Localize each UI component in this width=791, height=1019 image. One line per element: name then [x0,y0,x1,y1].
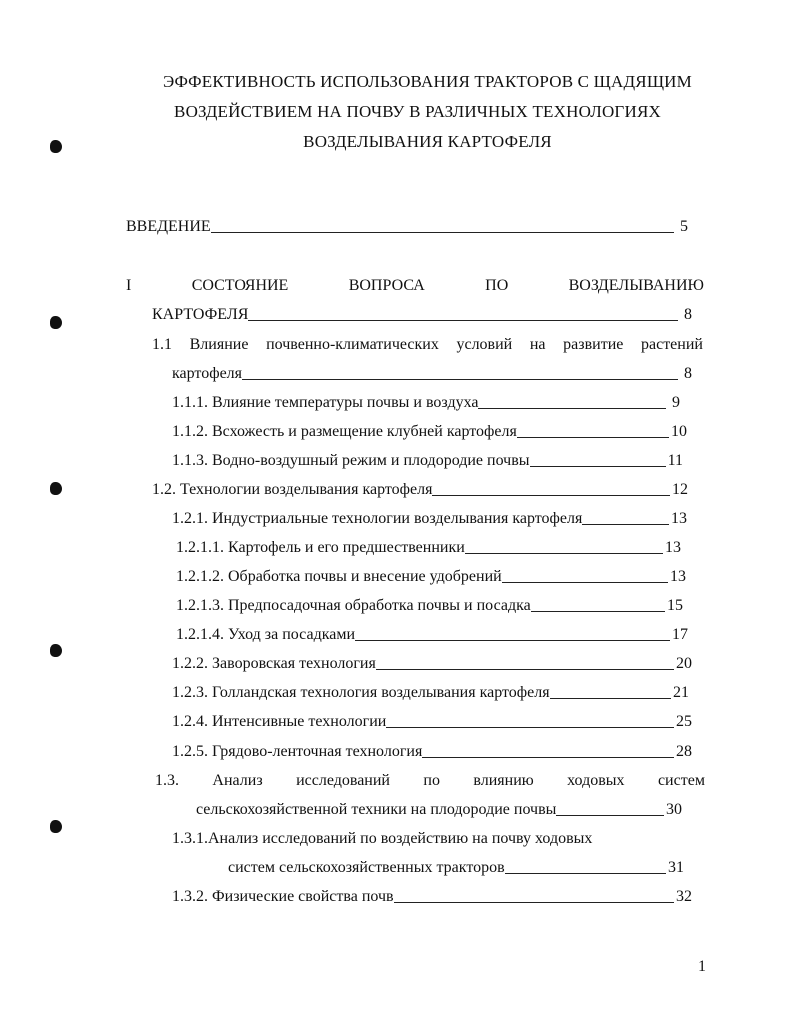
toc-entry-1-3-1[interactable] [172,830,592,848]
page-number: 1 [698,958,706,975]
leader-line [531,611,665,612]
toc-label: 1.2.1.2. Обработка почвы и внесение удобрений [176,568,502,585]
toc-word: на [529,336,546,353]
toc-entry-1-1-3[interactable] [172,452,683,470]
toc-word: развитие [563,336,624,353]
toc-word: 1.3. [155,772,179,789]
leader-line [422,757,674,758]
toc-label: 1.1.1. Влияние температуры почвы и воздуха [172,394,479,411]
toc-page: 28 [676,743,692,760]
toc-page: 13 [671,510,687,527]
toc-word: Влияние [189,336,249,353]
toc-entry-1-1-2[interactable] [172,423,687,441]
toc-label: 1.2.1.3. Предпосадочная обработка почвы и посадка [176,597,531,614]
toc-entry-1-2-5[interactable] [172,743,692,761]
toc-page: 8 [684,365,692,382]
toc-entry-1-2-1[interactable] [172,510,687,528]
toc-word: исследований [296,772,390,789]
title-line-2: ВОЗДЕЙСТВИЕМ НА ПОЧВУ В РАЗЛИЧНЫХ ТЕХНОЛОГИЯХ [174,102,661,121]
toc-page: 11 [667,452,683,469]
toc-entry-1-2-1-2[interactable] [176,568,686,586]
leader-line [505,873,666,874]
scan-blot [50,820,62,833]
toc-entry-1-3-1-cont[interactable] [228,859,684,877]
toc-page: 13 [670,568,686,585]
leader-line [517,437,669,438]
toc-word: почвенно-климатических [266,336,439,353]
leader-line [478,408,666,409]
toc-page: 21 [673,684,689,701]
toc-page: 20 [676,655,692,672]
leader-line [550,698,671,699]
toc-label: картофеля [172,365,243,382]
toc-page: 9 [672,394,680,411]
toc-label: 1.2. Технологии возделывания картофеля [152,481,433,498]
toc-label: 1.3.1.Анализ исследований по воздействию на почву ходовых [172,830,593,847]
scan-blot [50,316,62,329]
toc-label: 1.2.5. Грядово-ленточная технология [172,743,423,760]
toc-word: ВОПРОСА [348,277,425,294]
toc-entry-1-2-3[interactable] [172,684,689,702]
toc-entry-1-1-cont[interactable] [172,365,692,383]
toc-page: 32 [676,888,692,905]
toc-entry-1-2-2[interactable] [172,655,692,673]
leader-line [502,582,668,583]
toc-entry-chapter-1-cont[interactable] [152,306,692,324]
toc-word: по [423,772,440,789]
toc-entry-1-2-1-4[interactable] [176,626,688,644]
toc-word: СОСТОЯНИЕ [191,277,289,294]
toc-entry-1-2[interactable] [152,481,688,499]
toc-entry-1-2-1-1[interactable] [176,539,681,557]
toc-page: 30 [666,801,682,818]
leader-line [211,232,674,233]
toc-page: 13 [665,539,681,556]
toc-entry-chapter-1[interactable] [126,277,704,295]
toc-word: растений [640,336,703,353]
toc-label: 1.2.1. Индустриальные технологии возделывания картофеля [172,510,583,527]
toc-entry-1-3[interactable] [155,772,705,790]
toc-label: КАРТОФЕЛЯ [152,306,249,323]
toc-label: 1.2.4. Интенсивные технологии [172,713,387,730]
toc-word: ПО [485,277,509,294]
toc-entry-1-3-cont[interactable] [196,801,682,819]
toc-word: ВОЗДЕЛЫВАНИЮ [568,277,704,294]
toc-label: сельскохозяйственной техники на плодородие почвы [196,801,557,818]
toc-page: 12 [672,481,688,498]
toc-entry-1-1-1[interactable] [172,394,680,412]
toc-label: 1.1.2. Всхожесть и размещение клубней картофеля [172,423,517,440]
toc-page: 25 [676,713,692,730]
toc-word: систем [657,772,705,789]
toc-entry-1-2-1-3[interactable] [176,597,683,615]
toc-entry-1-3-2[interactable] [172,888,692,906]
toc-label: 1.2.1.1. Картофель и его предшественники [176,539,465,556]
toc-label: 1.2.1.4. Уход за посадками [176,626,356,643]
toc-label: 1.2.3. Голландская технология возделывания картофеля [172,684,550,701]
leader-line [376,669,674,670]
leader-line [582,524,669,525]
leader-line [248,320,678,321]
toc-page: 15 [667,597,683,614]
leader-line [355,640,670,641]
leader-line [465,553,663,554]
title-line-3: ВОЗДЕЛЫВАНИЯ КАРТОФЕЛЯ [303,132,552,151]
toc-label: 1.1.3. Водно-воздушный режим и плодородие почвы [172,452,530,469]
toc-word: влиянию [473,772,534,789]
toc-word: Анализ [212,772,263,789]
scan-blot [50,482,62,495]
toc-label: 1.2.2. Заворовская технология [172,655,376,672]
scan-blot [50,644,62,657]
toc-word: условий [456,336,513,353]
leader-line [386,727,674,728]
toc-entry-1-2-4[interactable] [172,713,692,731]
toc-word: 1.1 [152,336,172,353]
toc-page: 17 [672,626,688,643]
leader-line [432,495,670,496]
toc-entry-intro[interactable] [126,218,688,236]
leader-line [242,379,678,380]
leader-line [394,902,674,903]
toc-label: систем сельскохозяйственных тракторов [228,859,505,876]
chapter-number: I [126,277,132,294]
toc-page: 31 [668,859,684,876]
toc-label: 1.3.2. Физические свойства почв [172,888,394,905]
leader-line [530,466,666,467]
leader-line [556,815,664,816]
toc-page: 10 [671,423,687,440]
toc-word: ходовых [567,772,625,789]
title-line-1: ЭФФЕКТИВНОСТЬ ИСПОЛЬЗОВАНИЯ ТРАКТОРОВ С ЩАДЯЩИМ [163,72,692,91]
toc-label: ВВЕДЕНИЕ [126,218,211,235]
toc-page: 5 [680,218,688,235]
toc-page: 8 [684,306,692,323]
toc-entry-1-1[interactable] [152,336,703,354]
